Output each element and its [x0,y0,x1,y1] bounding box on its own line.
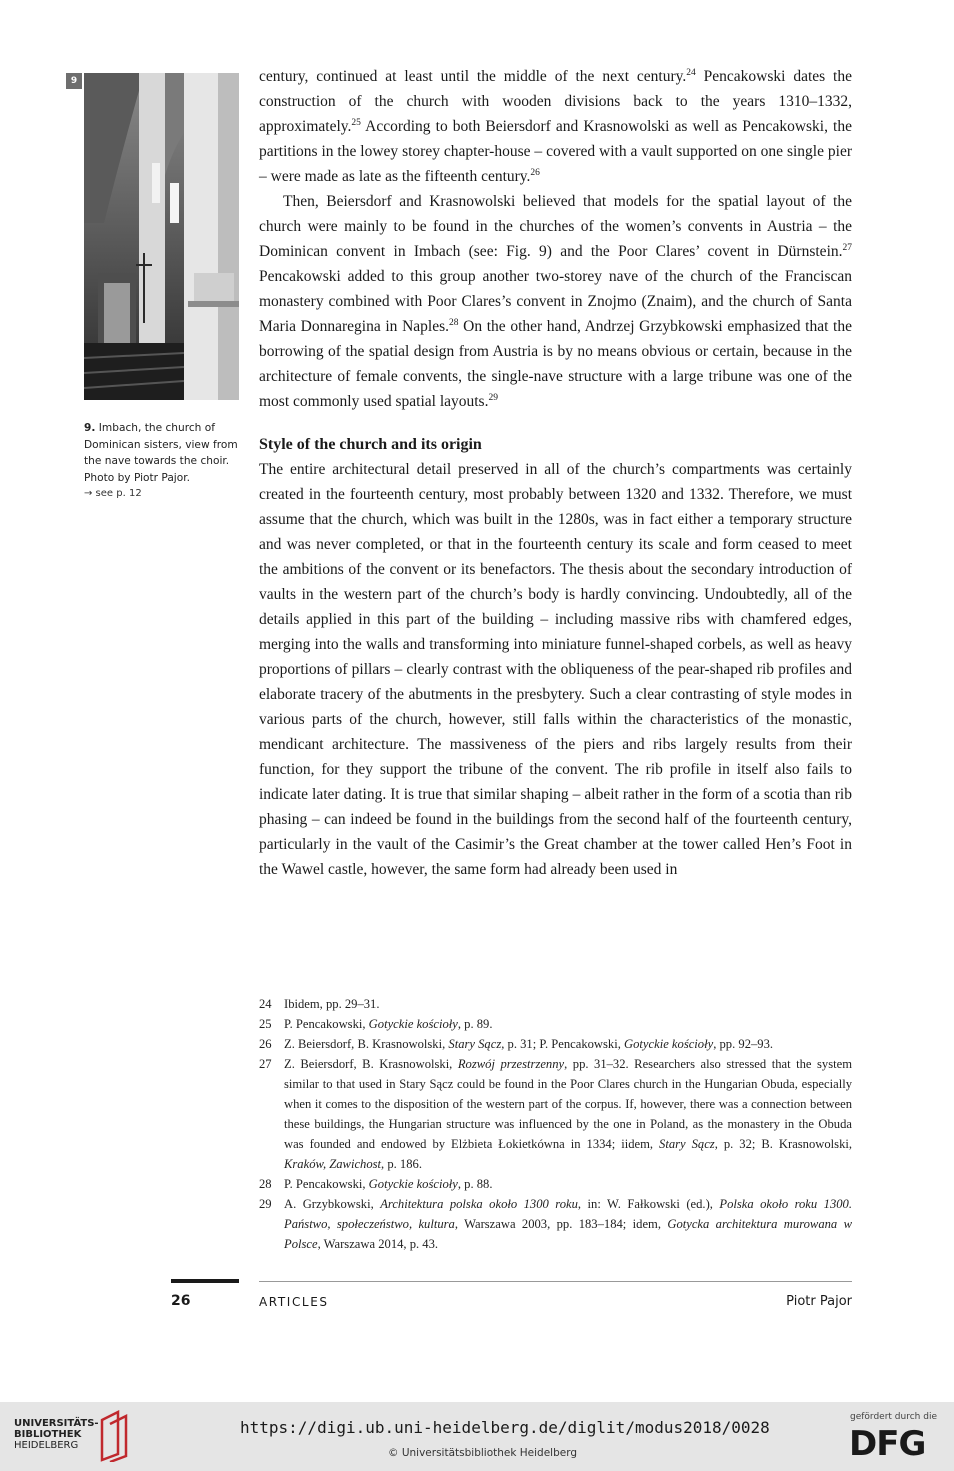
section-heading: Style of the church and its origin [259,436,482,453]
footnote-ref-26[interactable]: 26 [530,168,540,178]
footnote-26: 26 Z. Beiersdorf, B. Krasnowolski, Stary Sącz, p. 31; P. Pencakowski, Gotyckie kościoły, pp. 92–93. [259,1037,774,1051]
main-text [259,64,852,882]
footnote-ref-29[interactable]: 29 [488,393,498,403]
see-page-reference: → see p. 12 [84,488,142,500]
permalink-url[interactable]: https://digi.ub.uni-heidelberg.de/diglit/modus2018/0028 [240,1418,770,1437]
footer-rule-thin [259,1281,852,1282]
paragraph-2: Then, Beiersdorf and Krasnowolski believed that models for the spatial layout of the church were mainly to be found in the churches of the women’s convents in Austria – the Dominican convent in Imbach (see: Fig. 9) and the Poor Clares’ covent in Dürnstein.$^{27}$ Pencakowski added to this group another two-storey nave of the church of the Franciscan monastery combined with Poor Clares’s convent in Znojmo (Znaim), and the church of Santa Maria Donnaregina in Naples.$^{28}$ On the other hand, Andrzej Grzybkowski emphasized that the borrowing of the spatial design from Austria is by no means obvious or certain, because in the architecture of female convents, the single-nave structure with a large tribune was one of the most commonly used spatial layouts.$^{29}$ [259,193,852,410]
funded-by-label: gefördert durch die [850,1412,937,1422]
figure-number-badge: 9 [66,73,82,89]
author-name: Piotr Pajor [786,1294,852,1309]
church-interior-photo [84,73,239,400]
footnote-ref-25[interactable]: 25 [351,118,361,128]
footnotes [259,994,852,1254]
footnote-27: 27 Z. Beiersdorf, B. Krasnowolski, Rozwój przestrzenny, pp. 31–32. Researchers also stressed that the system similar to that used in Stary Sącz could be found in the Poor Clares church in the Hungarian Obuda, especially when it comes to the disposition of the western part of the corpus. If, however, there was a connection between these buildings, the Hungarian structure was influenced by the one in Poland, as the monastery in the Obuda was founded and endowed by Elżbieta Łokietkówna in 1334; iidem, Stary Sącz, p. 32; B. Krasnowolski, Kraków, Zawichost, p. 186. [259,1057,853,1171]
paragraph-3: The entire architectural detail preserved in all of the church’s compartments was certainly created in the fourteenth century, most probably between 1320 and 1332. Therefore, we must assume that the church, which was built in the 1280s, was in fact either a temporary structure and was never completed, or that in the fourteenth century its scale and form ceased to meet the ambitions of the convent or its benefactors. The thesis about the secondary introduction of vaults in the western part of the church’s body is hardly convincing. Undoubtedly, all of the details applied in this part of the building – including massive ribs with chamfered edges, merging into the walls and transforming into miniature funnel-shaped corbels, as well as heavy proportions of pillars – clearly contrast with the obliqueness of the pear-shaped rib profiles and elaborate tracery of the abutments in the presbytery. Such a clear contrasting of style modes in various parts of the church, however, still falls within the characteristics of the monastic, mendicant architecture. The massiveness of the piers and ribs largely results from their function, for they support the tribune of the convent. The rib profile in itself also fails to indicate later dating. It is true that similar shaping – albeit rather in the form of a scotia than rib phasing – can indeed be found in the buildings from the second half of the fourteenth century, particularly in the vault of the Casimir’s the Great chamber at the tower called Hen’s Foot in the Wawel castle, however, the same form had already been used in [259,461,852,878]
library-footer [0,1402,954,1471]
dfg-logo[interactable]: DFG [849,1424,926,1464]
footnote-ref-28[interactable]: 28 [448,318,459,328]
section-label: ARTICLES [259,1295,329,1309]
page-number: 26 [171,1293,191,1309]
church-interior-illustration [84,73,239,400]
paragraph-1: century, continued at least until the middle of the next century.$^{24}$ Pencakowski dates the construction of the church with wooden divisions back to the years 1310–1332, approximately.$^{25}$ According to both Beiersdorf and Krasnowolski as well as Pencakowski, the partitions in the lowey storey chapter-house – covered with a vault supported on one single pier – were made as late as the fifteenth century.$^{26}$ [259,68,852,185]
footnote-28: 28 P. Pencakowski, Gotyckie kościoły, p. 88. [259,1177,493,1191]
caption-text: Imbach, the church of Dominican sisters, view from the nave towards the choir. Photo by Piotr Pajor. [84,422,238,484]
footnote-25: 25 P. Pencakowski, Gotyckie kościoły, p. 89. [259,1017,493,1031]
footnote-ref-24[interactable]: 24 [686,68,696,78]
ub-book-mark-icon [96,1410,132,1462]
figure-caption [84,420,244,503]
footnote-ref-27[interactable]: 27 [842,243,852,253]
ub-heidelberg-logo[interactable]: UNIVERSITÄTS- BIBLIOTHEK HEIDELBERG [14,1418,99,1451]
footer-rule-thick [171,1279,239,1283]
copyright-notice: © Universitätsbibliothek Heidelberg [388,1447,578,1459]
caption-number: 9. [84,422,96,434]
footnote-29: 29 A. Grzybkowski, Architektura polska około 1300 roku, in: W. Fałkowski (ed.), Polska około roku 1300. Państwo, społeczeństwo, kultura, Warszawa 2003, pp. 183–184; idem, Gotycka architektura murowana w Polsce, Warszawa 2014, p. 43. [259,1197,852,1251]
footnote-24: 24 Ibidem, pp. 29–31. [259,997,380,1011]
